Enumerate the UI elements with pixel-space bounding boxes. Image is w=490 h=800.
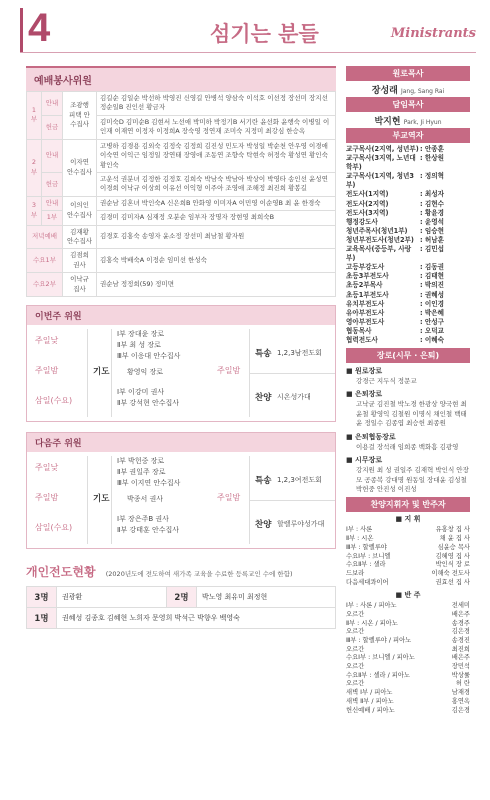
list-item <box>346 309 470 318</box>
list-item: Ⅰ부 이강미 권사 <box>117 388 165 397</box>
label-wednesday: 삼일(수요) <box>35 523 73 533</box>
names-cell: 권순남 김혼녀 박인숙A 신은희B 안화영 이미자A 이민영 이순영B 최 윤 한경숙 <box>97 196 336 210</box>
next-week-section <box>26 432 336 549</box>
accompanist-role: 헌신예배 / 피아노 <box>346 706 395 714</box>
conductor-role: 드보라 <box>346 569 365 577</box>
list-item <box>346 300 470 309</box>
accompanist-name: 홍연옥 <box>451 697 470 705</box>
accompanist-name: 김은경 <box>451 628 470 636</box>
pastor-name <box>346 112 470 128</box>
list-item <box>346 628 470 637</box>
pastor-english: Park, Ji Hyun <box>403 119 442 126</box>
sub-label: 1부 <box>42 211 63 225</box>
accompanist-name: 허 란 <box>455 680 470 688</box>
associate-name: : 안성구 <box>420 317 445 326</box>
conductor-name: 박인식 장 로 <box>435 561 470 569</box>
accompanist-name: 김은경 <box>451 706 470 714</box>
list-item: Ⅰ부 장은주B 권사 <box>117 515 169 524</box>
associate-name: : 김동권 <box>420 263 445 272</box>
elders-sub-heading: ■ 시무장로 <box>346 456 383 465</box>
list-item: Ⅰ부 박헌중 장로 <box>117 457 165 466</box>
accompanist-name: 전세미 <box>451 602 470 610</box>
list-item <box>346 218 470 227</box>
associate-name: : 이인경 <box>420 299 445 308</box>
page-header <box>0 0 490 58</box>
conductor-name: 권효선 집 사 <box>435 578 470 586</box>
special-song-value: 1,2,3남전도회 <box>277 349 322 358</box>
group-label: 1부 <box>27 92 42 140</box>
associate-role: 행정강도사 <box>346 217 378 226</box>
list-item <box>346 602 470 611</box>
list-item <box>346 707 470 716</box>
leader-cell: 이낙규 집사 <box>63 273 97 297</box>
group-label: 수요1부 <box>27 249 63 273</box>
group-label: 3부 <box>27 196 42 225</box>
prayer-label: 기도 <box>93 367 110 378</box>
conductor-name: 김혜영 집 사 <box>435 552 470 560</box>
special-song-value: 1,2,3여전도회 <box>277 476 322 485</box>
list-item <box>346 579 470 588</box>
group-label: 2부 <box>27 139 42 196</box>
associate-role: 초등2부목사 <box>346 281 383 290</box>
accompanist-role: 오르간 <box>346 610 365 618</box>
conductor-role: 수요Ⅰ부 : 브니엘 <box>346 552 391 560</box>
conductor-name: 심윤승 목사 <box>437 543 470 551</box>
associate-role: 고등부강도사 <box>346 263 385 272</box>
names-cell: 권순남 정정희(59) 정미면 <box>97 273 336 297</box>
header-divider <box>20 52 476 53</box>
choir-value: 시온성가대 <box>277 393 311 402</box>
conductor-role: Ⅱ부 : 시온 <box>346 535 374 543</box>
prayer-wed-list <box>117 514 179 536</box>
list-item <box>346 689 470 698</box>
choir-label: 찬양 <box>255 520 272 531</box>
divider <box>249 500 335 501</box>
associate-role: 유아부전도사 <box>346 308 385 317</box>
list-item: Ⅱ부 최 성 장로 <box>117 341 161 350</box>
label-sunday-night: 주일밤 <box>35 366 59 376</box>
list-item <box>346 200 470 209</box>
list-item <box>346 263 470 272</box>
conductor-heading: ■ 지 휘 <box>395 515 421 524</box>
associate-name: : 박의진 <box>420 281 445 290</box>
accompanist-role: 새벽 Ⅰ부 / 피아노 <box>346 689 393 697</box>
names-cell: 고병하 김경용 김외숙 김정숙 김정희 김진성 민도자 박성일 박순천 안우영 이경애 이숙연 이익근 임정일 장연태 장영애 조동연 조향숙 탁현숙 허정숙 황성연 황인숙 황인숙 <box>97 139 336 172</box>
accompanist-name: 배은주 <box>451 610 470 618</box>
table-row <box>27 608 336 629</box>
names-cell: 김미숙D 김미순B 김현서 노선애 박미하 박정기B 서기란 윤선화 윤행숙 이병일 이인재 이재연 이정자 이정희A 장숙영 정연재 조미숙 지정미 최강심 한승옥 <box>97 115 336 139</box>
divider <box>249 373 335 374</box>
evangelism-note: (2020년도에 전도하여 새가족 교육을 수료한 등록교인 수에 한함) <box>105 570 293 579</box>
conductor-role: 다음세대콰이어 <box>346 578 389 586</box>
table-row <box>27 249 336 273</box>
accompanist-name: 최진희 <box>451 645 470 653</box>
associate-role: 교구목사(2지역, 성년부) <box>346 145 419 153</box>
volunteers-heading: 예배봉사위원 <box>26 66 336 91</box>
elders-sub-heading: ■ 은퇴협동장로 <box>346 432 396 441</box>
leader-cell: 이자연 안수집사 <box>63 139 97 196</box>
accompanist-role: 새벽 Ⅱ부 / 피아노 <box>346 697 394 705</box>
prayer-label: 기도 <box>93 494 110 505</box>
list-item <box>346 336 470 345</box>
prayer-evening-label: 주일밤 <box>217 366 241 376</box>
rank-cell: 1명 <box>27 608 57 629</box>
this-week-body <box>27 325 335 421</box>
elders-names: 고낙균 김진철 박노경 한광상 양국현 최윤철 황영익 김철원 이명식 채인철 백태윤 정일수 김종엽 최승헌 최종원 <box>356 400 467 428</box>
list-item <box>346 172 470 190</box>
associate-role: 교육목사(중등부, 사랑부) <box>346 245 412 263</box>
divider <box>87 329 88 417</box>
accompanist-name: 배은주 <box>451 654 470 662</box>
label-sunday-night: 주일밤 <box>35 493 59 503</box>
associate-role: 영아부전도사 <box>346 317 385 326</box>
associate-name: : 김민섭 <box>420 245 445 254</box>
label-wednesday: 삼일(수요) <box>35 396 73 406</box>
left-column <box>26 66 336 629</box>
evangelism-title: 개인전도현황 <box>26 565 96 580</box>
list-item <box>346 544 470 553</box>
divider <box>111 456 112 544</box>
associate-role: 초등3부전도사 <box>346 272 389 281</box>
names-cell: 권혜성 김종호 김혜현 노희자 문영희 박석근 박향우 백영숙 <box>57 608 336 629</box>
associate-name: : 허남훈 <box>420 235 445 244</box>
list-item: Ⅱ부 권일주 장로 <box>117 468 166 477</box>
accompanist-name: 송경진 <box>451 637 470 644</box>
associate-role: 협력전도사 <box>346 335 378 344</box>
list-item <box>346 327 470 336</box>
list-item: Ⅲ부 이응대 안수집사 <box>117 351 181 360</box>
accompanist-name: 남재경 <box>451 689 470 697</box>
associate-name: : 임승현 <box>420 226 445 235</box>
list-item <box>346 654 470 663</box>
page-title: 섬기는 분들 <box>210 22 319 46</box>
evangelism-heading <box>26 563 336 580</box>
pastor-korean: 박지현 <box>374 117 401 127</box>
names-cell: 김홍숙 박배숙A 이정순 임미선 한성숙 <box>97 249 336 273</box>
list-item <box>346 535 470 544</box>
sub-label: 헌금 <box>42 115 63 139</box>
prayer-morning-list <box>117 329 180 362</box>
prayer-morning-list <box>117 456 180 489</box>
leader-cell: 김재황 안수집사 <box>63 225 97 249</box>
associate-name: : 김태현 <box>420 272 445 281</box>
table-row <box>27 92 336 116</box>
accompanist-name: 장민석 <box>451 663 470 671</box>
list-item <box>346 281 470 290</box>
accompanist-role: Ⅲ부 : 할렐루야 / 피아노 <box>346 637 412 644</box>
associate-role: 청년부전도사(청년2부) <box>346 235 414 244</box>
list-item <box>346 154 470 172</box>
list-item <box>346 611 470 620</box>
rank-cell: 2명 <box>167 587 197 608</box>
list-item: Ⅲ부 이지연 안수집사 <box>117 478 181 487</box>
divider <box>87 456 88 544</box>
senior-pastor-heading: 원로목사 <box>346 66 470 81</box>
list-item <box>346 698 470 707</box>
choir-heading: 찬양지휘자 및 반주자 <box>346 497 470 512</box>
list-item <box>346 680 470 689</box>
conductor-name: 이해숙 전도사 <box>431 569 470 577</box>
accompanist-role: Ⅱ부 : 시온 / 피아노 <box>346 619 398 627</box>
names-cell: 김경호 김홍숙 송영자 윤소정 장선미 최남철 황자원 <box>97 225 336 249</box>
list-item <box>346 663 470 672</box>
leader-cell: 조광행 피택 안수집사 <box>63 92 97 140</box>
next-week-body <box>27 452 335 548</box>
elders-names: 이용걸 장석래 임희종 백화흠 김광영 <box>356 442 459 451</box>
senior-pastor-english: Jang, Sang Rai <box>400 88 445 95</box>
conductor-role: Ⅰ부 : 사론 <box>346 526 373 534</box>
conductor-role: Ⅲ부 : 할렐루야 <box>346 543 387 551</box>
elders-sub-heading: ■ 은퇴장로 <box>346 390 383 399</box>
associate-role: 초등1부전도사 <box>346 290 389 299</box>
accompanist-name: 박상률 <box>451 671 470 679</box>
accompanist-role: Ⅰ부 : 사론 / 피아노 <box>346 602 397 610</box>
associate-role: 전도사(2지역) <box>346 199 389 208</box>
elders-names: 강경근 지두식 정문교 <box>356 377 417 386</box>
elders-heading: 장로(시무 · 은퇴) <box>346 348 470 363</box>
table-row <box>27 225 336 249</box>
label-sunday-day: 주일낮 <box>35 336 59 346</box>
list-item <box>346 245 470 263</box>
associate-name: : 이혜숙 <box>420 335 445 344</box>
pastor-heading: 담임목사 <box>346 97 470 112</box>
list-item <box>346 672 470 681</box>
names-cell: 박노영 최유미 최정현 <box>197 587 336 608</box>
leader-cell: 김점희 권사 <box>63 249 97 273</box>
leader-cell: 이의인 안수집사 <box>63 196 97 225</box>
volunteers-table <box>26 91 336 297</box>
list-item <box>346 570 470 579</box>
associate-role: 유치부전도사 <box>346 299 385 308</box>
list-item <box>346 637 470 646</box>
prayer-evening: 황영익 장로 <box>127 368 164 377</box>
elders-sub-heading: ■ 원로장로 <box>346 367 383 376</box>
elders-names: 강지원 최 성 권일주 김재혁 박인식 안장모 공종복 강대명 원동일 장대윤 김성철 박헌중 안진성 이진성 <box>356 466 469 494</box>
divider <box>111 329 112 417</box>
list-item <box>346 190 470 199</box>
this-week-heading: 이번주 위원 <box>27 306 335 325</box>
names-cell: 김길순 김일순 박선하 박영진 신영길 안병석 양삼숙 이석호 이선정 장선미 장지선 정순일B 진인선 황금자 <box>97 92 336 116</box>
conductor-name: 유홍창 집 사 <box>435 526 470 534</box>
table-row <box>27 273 336 297</box>
page-number: 4 <box>28 6 51 50</box>
associate-name: : 권혜성 <box>420 290 445 299</box>
associate-name: : 정의혁 <box>420 172 445 181</box>
accompanist-role: 수요Ⅱ부 : 셀라 / 피아노 <box>346 671 411 679</box>
choir-label: 찬양 <box>255 393 272 404</box>
page-number-bar <box>20 8 23 52</box>
accompanist-list <box>346 602 470 715</box>
choir-value: 할렐루야성가대 <box>277 520 325 529</box>
associate-role: 전도사(3지역) <box>346 208 389 217</box>
associate-role: 교구목사(3지역, 노년대학부) <box>346 154 416 172</box>
sub-label: 안내 <box>42 196 63 210</box>
label-sunday-day: 주일낮 <box>35 463 59 473</box>
accompanist-role: 오르간 <box>346 680 365 688</box>
next-week-heading: 다음주 위원 <box>27 433 335 452</box>
accompanist-role: 수요Ⅰ부 : 브니엘 / 피아노 <box>346 654 415 662</box>
right-column <box>346 66 470 715</box>
associate-list <box>346 143 470 348</box>
sub-label: 안내 <box>42 92 63 116</box>
accompanist-role: 오르간 <box>346 663 365 671</box>
sub-label: 안내 <box>42 139 63 172</box>
prayer-wed-list <box>117 387 179 409</box>
list-item <box>346 236 470 245</box>
conductor-name: 채 윤 집 사 <box>439 535 470 543</box>
rank-cell: 3명 <box>27 587 57 608</box>
list-item <box>346 291 470 300</box>
group-label: 수요2부 <box>27 273 63 297</box>
associate-name: : 오덕교 <box>420 326 445 335</box>
associate-role: 전도사(1지역) <box>346 190 389 199</box>
special-song-label: 특송 <box>255 476 272 487</box>
list-item <box>346 145 470 154</box>
accompanist-role: 오르간 <box>346 628 365 636</box>
associate-name: : 윤영석 <box>420 217 445 226</box>
list-item: Ⅰ부 장대윤 장로 <box>117 330 165 339</box>
accompanist-role: 오르간 <box>346 645 365 653</box>
accompanist-heading: ■ 반 주 <box>395 591 421 600</box>
page-subtitle: Ministrants <box>390 26 476 41</box>
list-item <box>346 620 470 629</box>
names-cell: 김경미 김미자A 심재정 오분순 임부자 장명자 장현영 최희숙B <box>97 211 336 225</box>
conductor-list <box>346 526 470 587</box>
list-item <box>346 227 470 236</box>
associate-name: : 한상원 <box>420 154 445 163</box>
table-row <box>27 587 336 608</box>
list-item <box>346 526 470 535</box>
list-item <box>346 553 470 562</box>
names-cell: 고운석 권분녀 김정한 김정호 김희숙 박남숙 박남아 박상이 박영타 송인선 윤성연 이경희 이낙규 이상희 이유선 이익형 이주아 조영애 조해정 최진희 황봉길 <box>97 172 336 196</box>
associate-role: 청년주목사(청년1부) <box>346 226 408 235</box>
this-week-section <box>26 305 336 422</box>
list-item <box>346 209 470 218</box>
list-item <box>346 561 470 570</box>
group-label: 저녁예배 <box>27 225 63 249</box>
evangelism-table <box>26 586 336 629</box>
associate-role: 협동목사 <box>346 326 372 335</box>
associate-name: : 안종훈 <box>420 145 445 153</box>
associate-name: : 황윤경 <box>420 208 445 217</box>
list-item: Ⅱ부 강태훈 안수집사 <box>117 526 179 535</box>
associate-heading: 부교역자 <box>346 128 470 143</box>
associate-role: 교구목사(1지역, 청년3부) <box>346 172 414 190</box>
list-item: Ⅱ부 강석현 안수집사 <box>117 399 179 408</box>
table-row <box>27 196 336 210</box>
senior-pastor-korean: 장성래 <box>371 86 398 96</box>
accompanist-name: 송경주 <box>451 619 470 627</box>
special-song-label: 특송 <box>255 349 272 360</box>
names-cell: 권광환 <box>57 587 167 608</box>
senior-pastor-name <box>346 81 470 97</box>
conductor-role: 수요Ⅱ부 : 샐라 <box>346 561 386 569</box>
associate-name: : 최성자 <box>420 190 445 199</box>
sub-label: 헌금 <box>42 172 63 196</box>
prayer-evening: 박종서 권사 <box>127 495 164 504</box>
associate-name: : 박은혜 <box>420 308 445 317</box>
list-item <box>346 318 470 327</box>
table-row <box>27 139 336 172</box>
associate-name: : 김현수 <box>420 199 445 208</box>
prayer-evening-label: 주일밤 <box>217 493 241 503</box>
